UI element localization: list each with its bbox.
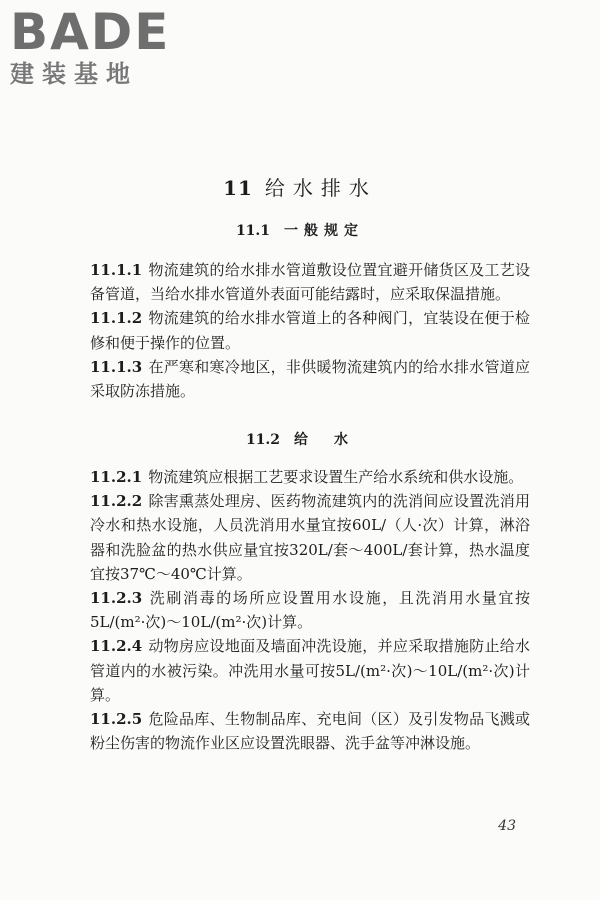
clause-number: 11.2.2 [90,492,143,511]
clause-number: 11.2.4 [90,637,143,656]
clause-number: 11.2.5 [90,710,143,729]
clause-number: 11.2.3 [90,589,143,608]
clause [90,258,530,306]
clause [90,465,530,489]
clause-text: 除害熏蒸处理房、医药物流建筑内的洗消间应设置洗消用冷水和热水设施，人员洗消用水量宜按60L/（人·次）计算，淋浴器和洗脸盆的热水供应量宜按320L/套～400L/套计算，热水温度宜按37℃～40℃计算。 [90,492,530,583]
clause [90,306,530,354]
chapter-heading [0,172,600,201]
clause-text: 动物房应设地面及墙面冲洗设施，并应采取措施防止给水管道内的水被污染。冲洗用水量可按5L/(m²·次)～10L/(m²·次)计算。 [90,637,530,704]
clause-text: 危险品库、生物制品库、充电间（区）及引发物品飞溅或粉尘伤害的物流作业区应设置洗眼器、洗手盆等冲淋设施。 [90,710,530,753]
section-number: 11.2 [245,432,281,448]
clause-number: 11.1.2 [90,309,143,328]
clause [90,489,530,586]
clause-text: 物流建筑应根据工艺要求设置生产给水系统和供水设施。 [148,468,524,486]
logo [10,3,182,88]
logo-subtitle: 建装基地 [10,60,138,88]
clause [90,707,530,755]
clause [90,634,530,707]
clause-text: 物流建筑的给水排水管道敷设位置宜避开储货区及工艺设备管道，当给水排水管道外表面可能结露时，应采取保温措施。 [90,261,530,304]
clause-number: 11.1.1 [90,261,143,279]
section-body [90,258,530,403]
clause-text: 在严寒和寒冷地区，非供暖物流建筑内的给水排水管道应采取防冻措施。 [90,357,530,401]
logo-brand: BADE [10,3,171,61]
clause [90,586,530,634]
section-number: 11.1 [235,223,271,239]
section-title: 给 水 [294,432,355,448]
section-title: 一般规定 [284,223,365,239]
chapter-number: 11 [223,176,253,200]
section-heading [0,220,600,240]
section-heading [0,429,600,449]
clause-text: 物流建筑的给水排水管道上的各种阀门，宜装设在便于检修和便于操作的位置。 [90,309,530,352]
clause-text: 洗刷消毒的场所应设置用水设施，且洗消用水量宜按5L/(m²·次)～10L/(m²·次)计算。 [90,589,530,632]
section-body [90,465,530,755]
clause-number: 11.2.1 [90,468,143,486]
clause [90,355,530,403]
chapter-title: 给水排水 [264,176,377,200]
page-number: 43 [498,818,516,834]
clause-number: 11.1.3 [90,357,143,376]
